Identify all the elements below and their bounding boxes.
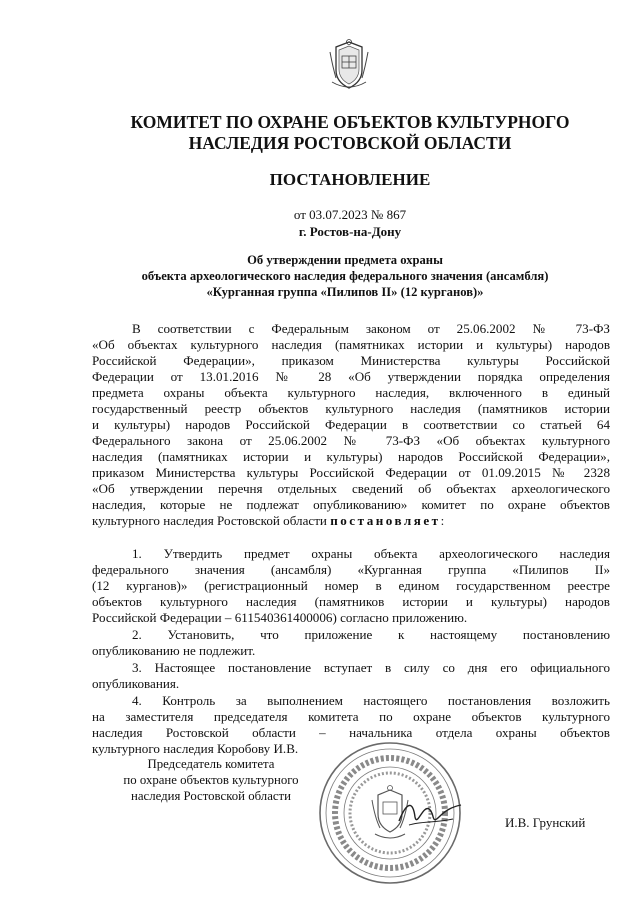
item-1-line: федерального значения (ансамбля) «Курганная группа «Пилипов II» bbox=[92, 562, 610, 577]
organization-name-line2: НАСЛЕДИЯ РОСТОВСКОЙ ОБЛАСТИ bbox=[188, 133, 512, 153]
item-4-line: 4. Контроль за выполнением настоящего постановления возложить bbox=[132, 693, 610, 708]
item-1-line: объектов культурного наследия (памятников истории и культуры) народов bbox=[92, 594, 610, 609]
item-4-line: наследия Ростовской области – начальника отдела охраны объектов bbox=[92, 725, 610, 740]
organization-name-line1: КОМИТЕТ ПО ОХРАНЕ ОБЪЕКТОВ КУЛЬТУРНОГО bbox=[130, 112, 570, 132]
item-1-line: 1. Утвердить предмет охраны объекта археологического наследия bbox=[132, 546, 610, 561]
signatory-title-line2: по охране объектов культурного bbox=[123, 773, 299, 787]
item-4-line: культурного наследия Коробову И.В. bbox=[92, 741, 299, 756]
decree-colon: : bbox=[440, 513, 445, 528]
preamble-line: и культуры) народов Российской Федерации в соответствии со статьей 64 bbox=[92, 417, 610, 432]
decree-word: постановляет bbox=[330, 513, 441, 528]
preamble-line: В соответствии с Федеральным законом от 25.06.2002 № 73-ФЗ bbox=[132, 321, 610, 336]
coat-of-arms-emblem bbox=[326, 38, 372, 92]
preamble-line: государственный реестр объектов культурного наследия (памятников истории bbox=[92, 401, 610, 416]
document-city: г. Ростов-на-Дону bbox=[298, 224, 402, 239]
signatory-name: И.В. Грунский bbox=[505, 815, 586, 830]
preamble-last-text: культурного наследия Ростовской области bbox=[92, 513, 327, 528]
document-type-title: ПОСТАНОВЛЕНИЕ bbox=[269, 170, 431, 189]
subject-line-3: «Курганная группа «Пилипов II» (12 курганов)» bbox=[206, 285, 484, 299]
preamble-line: предмета охраны объекта культурного наследия, включенного в единый bbox=[92, 385, 610, 400]
item-3-line: опубликования. bbox=[92, 676, 180, 691]
preamble-line: приказом Министерства культуры Российской Федерации от 01.09.2015 № 2328 bbox=[92, 465, 610, 480]
preamble-line: Федерации от 13.01.2016 № 28 «Об утверждении порядка определения bbox=[92, 369, 610, 384]
signatory-title-line1: Председатель комитета bbox=[147, 757, 275, 771]
item-1-line: (12 курганов)» (регистрационный номер в едином государственном реестре bbox=[92, 578, 610, 593]
subject-line-2: объекта археологического наследия федерального значения (ансамбля) bbox=[141, 269, 549, 283]
handwritten-signature bbox=[395, 795, 465, 831]
preamble-line: «Об объектах культурного наследия (памятниках истории и культуры) народов bbox=[92, 337, 610, 352]
preamble-last-line bbox=[92, 513, 610, 529]
preamble-line: «Об утверждении перечня отдельных сведений об объектах археологического bbox=[92, 481, 610, 496]
preamble-line: наследия, которые не подлежат опубликованию» комитет по охране объектов bbox=[92, 497, 610, 512]
subject-line-1: Об утверждении предмета охраны bbox=[247, 253, 443, 267]
item-2-line: опубликованию не подлежит. bbox=[92, 643, 256, 658]
document-date-number: от 03.07.2023 № 867 bbox=[293, 207, 407, 222]
item-1-line: Российской Федерации – 611540361400006) согласно приложению. bbox=[92, 610, 468, 625]
signatory-title-line3: наследия Ростовской области bbox=[130, 789, 291, 803]
item-4-line: на заместителя председателя комитета по охране объектов культурного bbox=[92, 709, 610, 724]
preamble-line: наследия (памятниках истории и культуры) народов Российской Федерации», bbox=[92, 449, 610, 464]
item-2-line: 2. Установить, что приложение к настоящему постановлению bbox=[132, 627, 610, 642]
item-3-line: 3. Настоящее постановление вступает в силу со дня его официального bbox=[132, 660, 610, 675]
preamble-line: Российской Федерации», приказом Министерства культуры Российской bbox=[92, 353, 610, 368]
preamble-line: Федерального закона от 25.06.2002 № 73-ФЗ «Об объектах культурного bbox=[92, 433, 610, 448]
